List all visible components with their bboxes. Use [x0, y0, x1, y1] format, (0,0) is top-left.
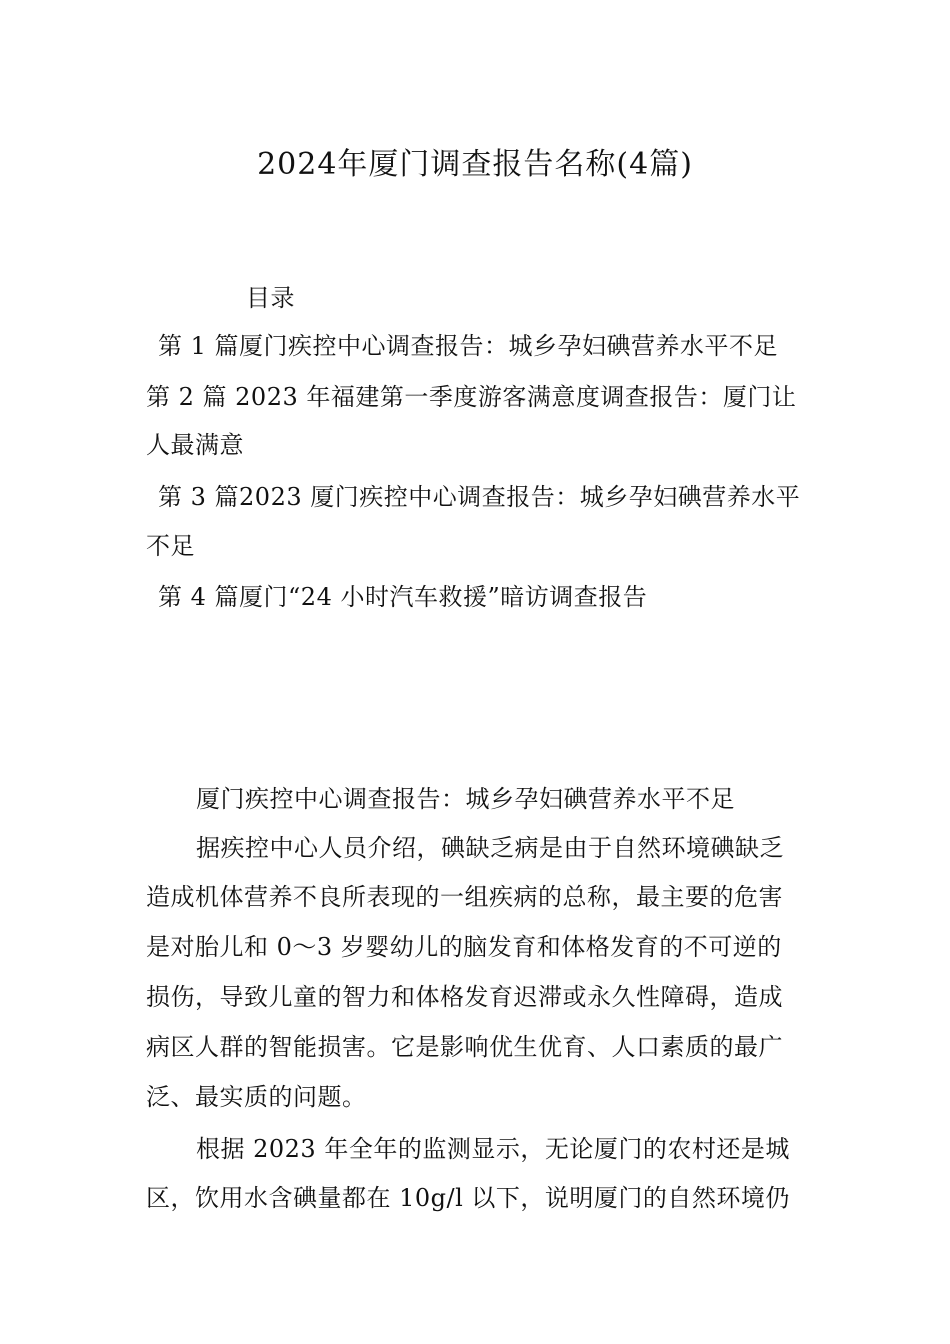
paragraph-line: 是对胎儿和 0～3 岁婴幼儿的脑发育和体格发育的不可逆的 — [146, 933, 782, 961]
paragraph-line: 损伤，导致儿童的智力和体格发育迟滞或永久性障碍，造成 — [146, 983, 783, 1011]
toc-entry-1: 第 1 篇厦门疾控中心调查报告：城乡孕妇碘营养水平不足 — [158, 332, 779, 360]
article-heading: 厦门疾控中心调查报告：城乡孕妇碘营养水平不足 — [196, 785, 735, 813]
document-title: 2024年厦门调查报告名称(4篇) — [257, 147, 693, 182]
toc-heading: 目录 — [246, 284, 295, 312]
paragraph-line: 病区人群的智能损害。它是影响优生优育、人口素质的最广 — [146, 1033, 783, 1061]
toc-entry-4: 第 4 篇厦门“24 小时汽车救援”暗访调查报告 — [158, 583, 648, 611]
paragraph-line: 根据 2023 年全年的监测显示，无论厦门的农村还是城 — [196, 1135, 790, 1163]
toc-entry-3: 第 3 篇2023 厦门疾控中心调查报告：城乡孕妇碘营养水平 — [158, 483, 801, 511]
toc-entry-2: 第 2 篇 2023 年福建第一季度游客满意度调查报告：厦门让 — [146, 383, 797, 411]
paragraph-line: 区，饮用水含碘量都在 10g/l 以下，说明厦门的自然环境仍 — [146, 1184, 790, 1212]
paragraph-line: 据疾控中心人员介绍，碘缺乏病是由于自然环境碘缺乏 — [196, 834, 784, 862]
paragraph-line: 造成机体营养不良所表现的一组疾病的总称，最主要的危害 — [146, 883, 783, 911]
toc-entry-2-continued: 人最满意 — [146, 431, 244, 459]
paragraph-line: 泛、最实质的问题。 — [146, 1083, 367, 1111]
toc-entry-3-continued: 不足 — [146, 532, 195, 560]
